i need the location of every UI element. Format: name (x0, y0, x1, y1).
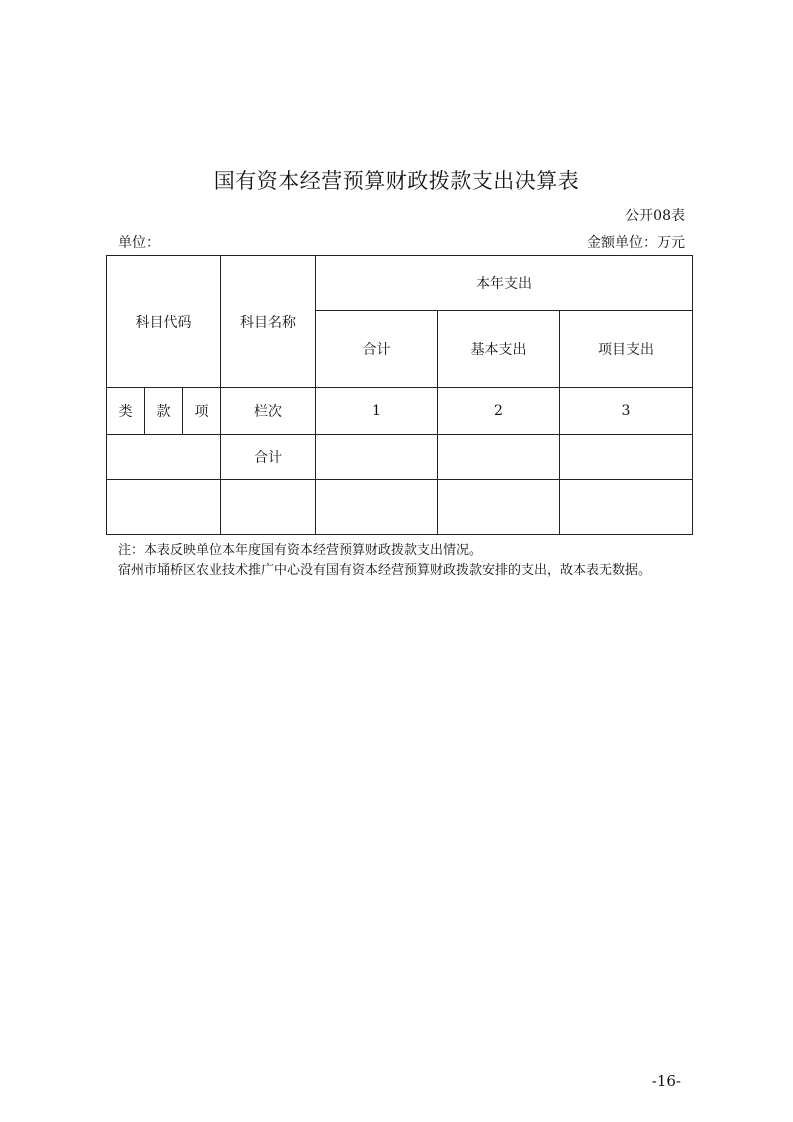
header-section: 款 (145, 388, 183, 435)
empty-row-cell-3 (560, 480, 693, 535)
header-project-expenditure: 项目支出 (560, 311, 693, 388)
header-category: 类 (107, 388, 145, 435)
header-basic-expenditure: 基本支出 (438, 311, 560, 388)
empty-row-cell-1 (316, 480, 438, 535)
header-subject-name: 科目名称 (221, 256, 316, 388)
page-title: 国有资本经营预算财政拨款支出决算表 (213, 169, 580, 193)
expenditure-table (106, 255, 693, 535)
table-row-total (107, 435, 693, 480)
header-column-index: 栏次 (221, 388, 316, 435)
total-row-cell-3 (560, 435, 693, 480)
notes (118, 541, 651, 581)
total-row-cell-2 (438, 435, 560, 480)
column-index-3: 3 (560, 388, 693, 435)
total-row-label: 合计 (221, 435, 316, 480)
header-subject-code: 科目代码 (107, 256, 221, 388)
header-item: 项 (183, 388, 221, 435)
amount-unit: 金额单位：万元 (587, 235, 685, 251)
note-line-2: 宿州市埇桥区农业技术推广中心没有国有资本经营预算财政拨款安排的支出，故本表无数据。 (118, 563, 652, 578)
table-row-empty (107, 480, 693, 535)
page-number: -16- (651, 1072, 681, 1090)
column-index-1: 1 (316, 388, 438, 435)
header-total: 合计 (316, 311, 438, 388)
column-index-2: 2 (438, 388, 560, 435)
unit-label: 单位： (118, 235, 160, 251)
note-line-1: 注：本表反映单位本年度国有资本经营预算财政拨款支出情况。 (118, 543, 483, 558)
header-current-year-expenditure: 本年支出 (316, 256, 693, 311)
form-code: 公开08表 (625, 208, 685, 224)
empty-row-code-cell (107, 480, 221, 535)
total-row-code-cell (107, 435, 221, 480)
empty-row-cell-2 (438, 480, 560, 535)
empty-row-name-cell (221, 480, 316, 535)
total-row-cell-1 (316, 435, 438, 480)
